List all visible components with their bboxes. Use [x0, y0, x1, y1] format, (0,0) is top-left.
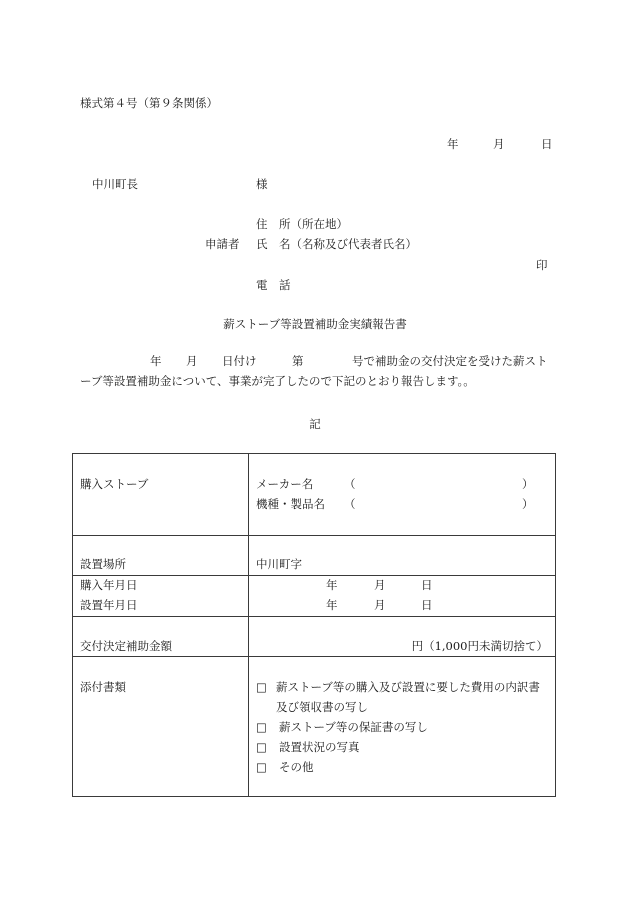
install-date-day: 日 [421, 598, 433, 612]
body-year: 年 [150, 354, 162, 368]
body-dated: 日付け [222, 354, 257, 368]
stove-label: 購入ストーブ [80, 477, 149, 491]
attachment-item-photos: 設置状況の写真 [279, 740, 360, 754]
install-date-month: 月 [374, 598, 386, 612]
checkbox-icon: □ [256, 720, 267, 734]
table-row-divider [72, 535, 556, 536]
purchase-date-year: 年 [326, 578, 338, 592]
table-row-divider [72, 616, 556, 617]
purchase-date-label: 購入年月日 [80, 578, 138, 592]
attachment-item-receipts: 薪ストーブ等の購入及び設置に要した費用の内訳書 [276, 680, 540, 694]
model-label: 機種・製品名 [256, 497, 325, 511]
addressee-honorific: 様 [256, 177, 268, 191]
applicant-label: 申請者 [205, 237, 240, 251]
document-title: 薪ストーブ等設置補助金実績報告書 [223, 317, 407, 331]
form-number: 様式第４号（第９条関係） [80, 96, 218, 110]
install-location-label: 設置場所 [80, 557, 126, 571]
maker-label: メーカー名 [256, 477, 314, 491]
table-row-divider [72, 575, 556, 576]
maker-paren-close: ） [522, 477, 534, 491]
attachment-item-warranty: 薪ストーブ等の保証書の写し [279, 720, 428, 734]
body-line2-text: ーブ等設置補助金について、事業が完了したので下記のとおり報告します。。 [80, 374, 475, 388]
subsidy-amount-unit-note: 円（1,000円未満切捨て） [411, 639, 548, 653]
install-date-label: 設置年月日 [80, 598, 138, 612]
purchase-date-month: 月 [374, 578, 386, 592]
date-month-label: 月 [493, 137, 505, 151]
model-paren-close: ） [522, 497, 534, 511]
model-paren-open: （ [344, 497, 356, 511]
body-number-prefix: 第 [292, 354, 304, 368]
body-line1-text: 号で補助金の交付決定を受けた薪スト [352, 354, 548, 368]
applicant-address-label: 住 所（所在地） [256, 217, 348, 231]
table-column-divider [248, 453, 249, 797]
note-heading: 記 [309, 417, 321, 431]
checkbox-icon: □ [256, 760, 267, 774]
checkbox-icon: □ [256, 680, 267, 694]
install-date-year: 年 [326, 598, 338, 612]
attachment-item-receipts-continued: 及び領収書の写し [276, 700, 368, 714]
attachments-label: 添付書類 [80, 680, 126, 694]
attachment-item-other: その他 [279, 760, 314, 774]
install-location-value: 中川町字 [256, 557, 302, 571]
applicant-name-label: 氏 名（名称及び代表者氏名） [256, 237, 417, 251]
checkbox-icon: □ [256, 740, 267, 754]
applicant-phone-label: 電 話 [256, 278, 291, 292]
date-year-label: 年 [447, 137, 459, 151]
table-row-divider [72, 656, 556, 657]
body-month: 月 [186, 354, 198, 368]
date-day-label: 日 [541, 137, 553, 151]
maker-paren-open: （ [344, 477, 356, 491]
purchase-date-day: 日 [421, 578, 433, 592]
seal-mark: 印 [536, 258, 548, 272]
subsidy-amount-label: 交付決定補助金額 [80, 639, 172, 653]
addressee-name: 中川町長 [92, 177, 138, 191]
